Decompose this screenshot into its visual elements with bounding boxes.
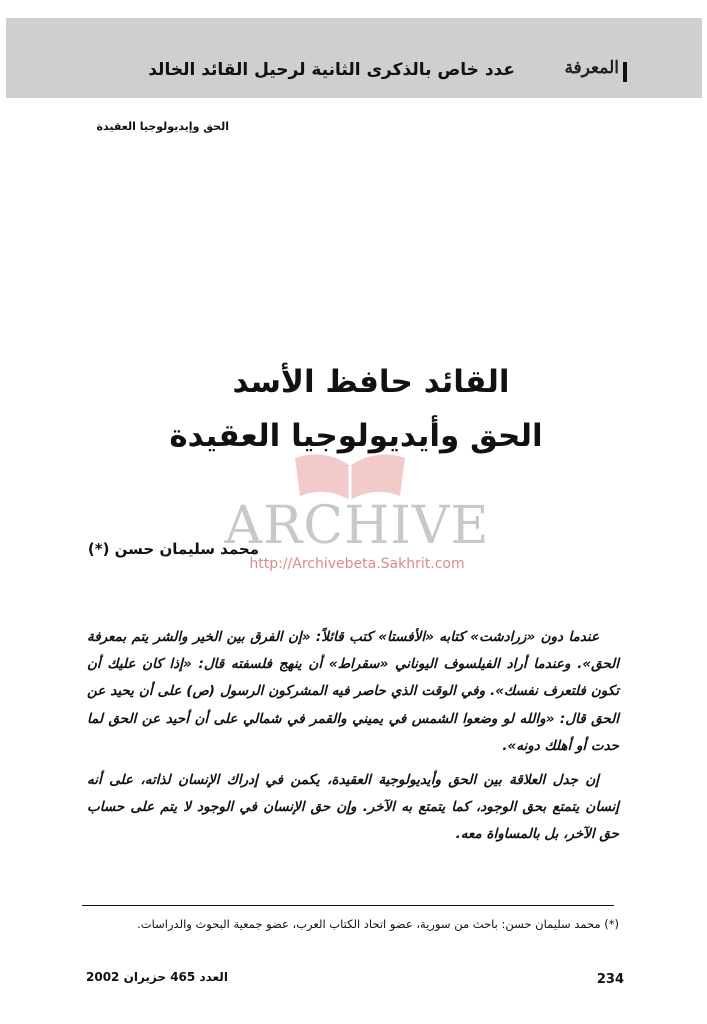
logo-bar (623, 62, 627, 82)
paragraph: إن جدل العلاقة بين الحق وأيديولوجية العقيدة، يكمن في إدراك الإنسان لذاته، على أنه إنسان يتمتع بحق الوجود، كما يتمتع به الآخر. وإن حق الإنسان في الوجود لا يتم على حساب حق الآخر، بل بالمساواة معه. (87, 772, 619, 843)
article-body (87, 624, 619, 849)
article-subtitle: الحق وأيديولوجيا العقيدة (169, 418, 543, 454)
magazine-logo: المعرفة (564, 58, 619, 78)
page-number: 234 (596, 972, 624, 987)
header-title: عدد خاص بالذكرى الثانية لرحيل القائد الخالد (148, 60, 515, 80)
archive-book-icon (285, 448, 415, 503)
issue-info: العدد 465 حزيران 2002 (86, 970, 228, 984)
article-title: القائد حافظ الأسد (232, 364, 510, 400)
paragraph: عندما دون «زرادشت» كتابه «الأفستا» كتب قائلاً: «إن الفرق بين الخير والشر يتم بمعرفة الحق». وعندما أراد الفيلسوف اليوناني «سقراط» أن ينهج فلسفته قال: «إذا كان عليك أن تكون فلتعرف نفسك». وفي الوقت الذي حاصر فيه المشركون الرسول (ص) على أن يحيد عن الحق قال: «والله لو وضعوا الشمس في يميني والقمر في شمالي على أن أحيد عن الحق لما حدت أو أهلك دونه». (87, 629, 619, 754)
footnote-divider (82, 905, 614, 906)
author-name: محمد سليمان حسن (*) (87, 540, 259, 558)
watermark-text: ARCHIVE (224, 496, 490, 556)
footnote: (*) محمد سليمان حسن: باحث من سورية، عضو اتحاد الكتاب العرب، عضو جمعية البحوث والدراسات. (137, 917, 619, 931)
watermark-url: http://Archivebeta.Sakhrit.com (249, 556, 465, 572)
running-head: الحق وإيديولوجيا العقيدة (96, 120, 229, 133)
